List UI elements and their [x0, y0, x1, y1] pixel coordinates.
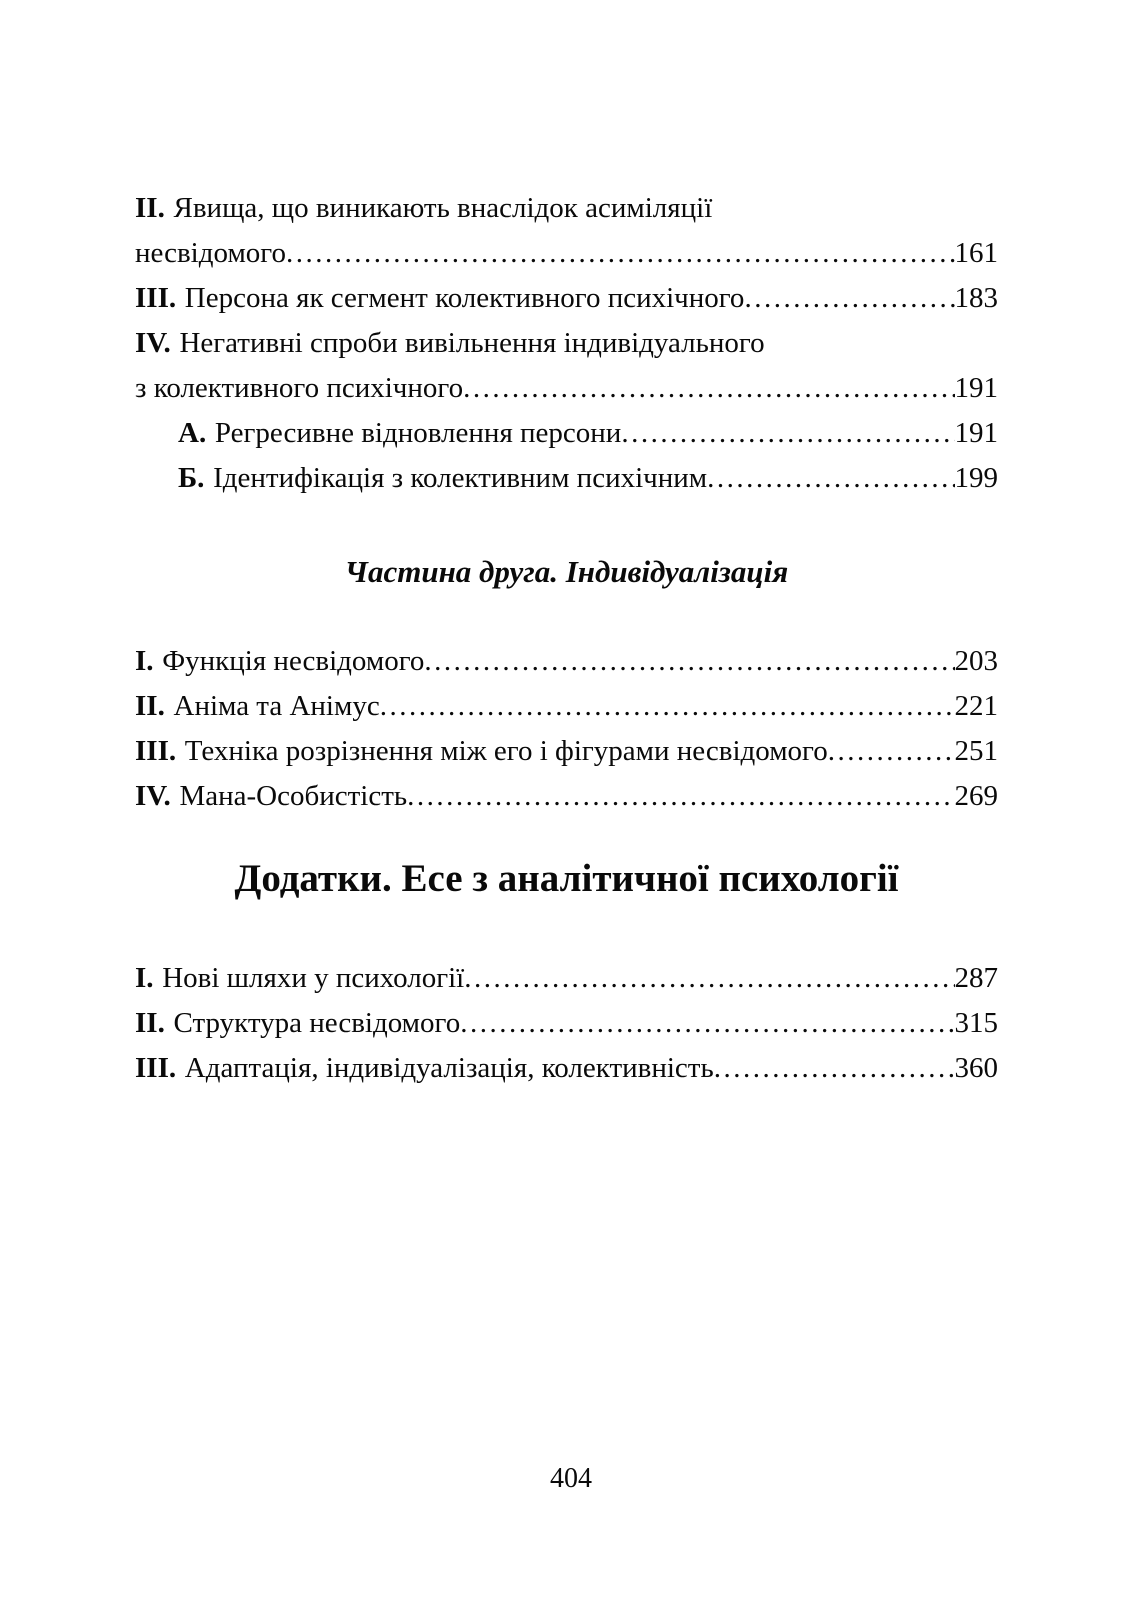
toc-entry	[135, 956, 998, 1001]
dot-leader	[464, 956, 954, 1001]
toc-entry	[135, 321, 998, 366]
entry-page-number: 221	[954, 690, 998, 722]
entry-numeral: III.	[135, 735, 177, 767]
entry-numeral: II.	[135, 690, 165, 722]
entry-title: Регресивне відновлення персони	[214, 417, 622, 449]
toc-entry	[135, 1001, 998, 1046]
entry-title: Персона як сегмент колективного психічного	[184, 282, 745, 314]
dot-leader	[286, 231, 955, 276]
dot-leader	[621, 411, 954, 456]
toc-subentry	[135, 411, 998, 456]
entry-page-number: 191	[954, 372, 998, 404]
toc-entry	[135, 231, 998, 276]
entry-title: Структура несвідомого	[173, 1007, 461, 1039]
entry-title: Мана-Особистість	[179, 780, 408, 812]
entry-title: несвідомого	[135, 237, 286, 269]
entry-title: Функція несвідомого	[162, 645, 425, 677]
entry-title: Нові шляхи у психології	[162, 962, 465, 994]
entry-page-number: 191	[954, 417, 998, 449]
entry-page-number: 251	[954, 735, 998, 767]
toc-subentry	[135, 456, 998, 501]
entry-page-number: 183	[954, 282, 998, 314]
entry-numeral: II.	[135, 1007, 165, 1039]
part-heading: Частина друга. Індивідуалізація	[344, 554, 789, 589]
dot-leader	[407, 774, 954, 819]
entry-title: з колективного психічного	[135, 372, 464, 404]
entry-title: Адаптація, індивідуалізація, колективність	[184, 1052, 714, 1084]
toc-entry	[135, 639, 998, 684]
toc-entry	[135, 729, 998, 774]
entry-numeral: А.	[178, 417, 207, 449]
entry-numeral: II.	[135, 192, 165, 224]
entry-page-number: 360	[954, 1052, 998, 1084]
dot-leader	[744, 276, 954, 321]
appendix-heading: Додатки. Есе з аналітичної психології	[234, 857, 899, 900]
entry-numeral: I.	[135, 645, 154, 677]
entry-page-number: 203	[954, 645, 998, 677]
entry-page-number: 315	[954, 1007, 998, 1039]
entry-numeral: IV.	[135, 327, 171, 359]
entry-title: Ідентифікація з колективним психічним	[213, 462, 708, 494]
entry-page-number: 287	[954, 962, 998, 994]
entry-numeral: I.	[135, 962, 154, 994]
dot-leader	[380, 684, 955, 729]
dot-leader	[707, 456, 954, 501]
toc-entry	[135, 366, 998, 411]
entry-title: Техніка розрізнення між его і фігурами несвідомого	[184, 735, 828, 767]
entry-numeral: IV.	[135, 780, 171, 812]
table-of-contents	[135, 186, 998, 1091]
toc-entry	[135, 684, 998, 729]
entry-page-number: 199	[954, 462, 998, 494]
dot-leader	[460, 1001, 954, 1046]
entry-numeral: III.	[135, 1052, 177, 1084]
entry-title: Явища, що виникають внаслідок асиміляції	[173, 192, 713, 224]
page-number-footer: 404	[550, 1463, 592, 1494]
dot-leader	[828, 729, 955, 774]
dot-leader	[463, 366, 954, 411]
toc-entry	[135, 774, 998, 819]
entry-numeral: Б.	[178, 462, 205, 494]
entry-numeral: III.	[135, 282, 177, 314]
entry-title: Аніма та Анімус	[173, 690, 380, 722]
toc-entry	[135, 186, 998, 231]
entry-page-number: 269	[954, 780, 998, 812]
entry-page-number: 161	[954, 237, 998, 269]
toc-entry	[135, 1046, 998, 1091]
entry-title: Негативні спроби вивільнення індивідуального	[179, 327, 765, 359]
dot-leader	[424, 639, 954, 684]
dot-leader	[714, 1046, 955, 1091]
toc-entry	[135, 276, 998, 321]
